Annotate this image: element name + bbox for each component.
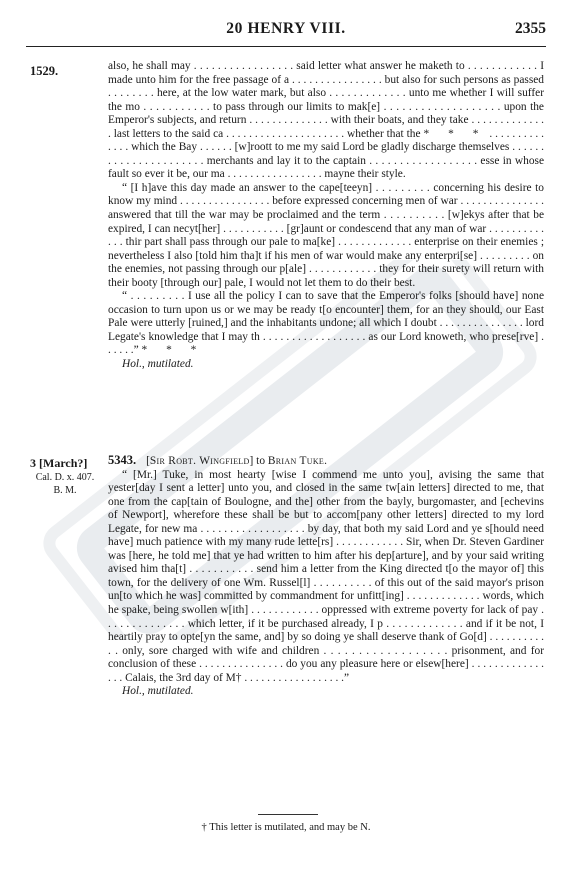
repository-reference: B. M. bbox=[53, 485, 77, 496]
paragraph-text: “ . . . . . . . . . I use all the policy I can to save that the Emperor's folks [should have] none occasion to turn upon us or we may be ready t[o encounter] them, for an they should, our East Pale were utterly [ruined,] and the inhabitants undone; all which I doubt . . . . . . . . . . . . . . . lord Legate's knowledge that I may th . . . . . . . . . . . . . . . . . . as our Lord knoweth, who prese[rve] . . . . . .” bbox=[108, 290, 544, 357]
letter-body: “ [Mr.] Tuke, in most hearty [wise I commend me unto you], avising the same that yester[day I sent a letter] unto you, and closed in the same tw[ain letters] directed to me, that one from the cap[tain of Boulogne, and the] other from the bayly, burgomaster, and [echevins of Newport], wherefore these shall be but to accom[pany other letters] directed to my lord Legate, for new ma . . . . . . . . . . . . . . . . . . by day, that both my said Lord and ye s[hould need have] much patience with my many rude lette[rs] . . . . . . . . . . . . Sir, when Dr. Steven Gardiner was [here, he told me] that ye had written to him after his dep[arture], and by your said writing avised him tha[t] . . . . . . . . . . . send him a letter from the King directed t[o the mayor of] this town, for the delivery of one Wm. Russel[l] . . . . . . . . . . of this out of the said mayor's prison un[to which he was] committed by commandment for unfitt[ing] . . . . . . . . . . . . . words, which he spake, being swollen w[ith] . . . . . . . . . . . . oppressed with extreme poverty for lack of pay . . . . . . . . . . . . . . which letter, if it be purchased already, I p . . . . . . . . . . . . . and if it be not, I heartily pray to opte[yn the same, and] by so doing ye shall deserve thank of Go[d] . . . . . . . . . . . . only, sore charged with wife and children . . . . . . . . . . . . . . . . . . prisonment, and for conclusion of these . . . . . . . . . . . . . . . do you any pleasure here or elsew[here] . . . . . . . . . . . . . . . . Calais, the 3rd day of M† . . . . . . . . . . . . . . . . . .” bbox=[108, 468, 544, 684]
letter-recipient: Brian Tuke. bbox=[267, 455, 328, 467]
paragraph: “ [I h]ave this day made an answer to the cape[teeyn] . . . . . . . . . concerning his desire to know my mind . . . . . . . . . . . . . . . . before expressed concerning men of war . . . . . . . . . . . . . . . answered that till the war may be proclaimed and the term . . . . . . . . . . [w]ekys after that be expired, I can necyt[her] . . . . . . . . . . . [gr]aunt or condescend that any man of war . . . . . . . . . . . . . thir part shall pass through our pale to ma[ke] . . . . . . . . . . . . . enterprise on their enemies ; nevertheless I also [told him tha]t if his men of war would make any enterpri[se] . . . . . . . . . on the enemies, not passing through our p[ale] . . . . . . . . . . . . they for their surety will return with their booty [through our] pale, I would not let them to do their best. bbox=[108, 181, 544, 289]
letter-number: 5343. bbox=[108, 453, 137, 467]
heading-connector: ] to bbox=[249, 455, 268, 467]
first-letter-text bbox=[108, 60, 544, 372]
page-header bbox=[26, 20, 546, 42]
paragraph bbox=[108, 290, 544, 358]
page-number: 2355 bbox=[515, 20, 546, 37]
bracket: [ bbox=[146, 455, 150, 467]
manuscript-reference: Cal. D. x. 407. bbox=[35, 472, 95, 483]
margin-reference bbox=[32, 471, 98, 497]
omission-asterisks: * * * bbox=[423, 127, 487, 140]
footnote-rule bbox=[258, 814, 318, 815]
omission-asterisks: * * * bbox=[141, 344, 205, 357]
margin-year: 1529. bbox=[30, 64, 59, 78]
source-note: Hol., mutilated. bbox=[122, 685, 194, 698]
header-rule bbox=[26, 46, 546, 47]
second-letter bbox=[108, 454, 544, 699]
letter-sender: Sir Robt. Wingfield bbox=[149, 455, 250, 467]
letter-heading bbox=[108, 454, 544, 469]
footnote: † This letter is mutilated, and may be N. bbox=[201, 822, 371, 833]
source-note: Hol., mutilated. bbox=[122, 358, 194, 371]
margin-date: 3 [March?] bbox=[30, 456, 88, 470]
running-title: 20 HENRY VIII. bbox=[226, 20, 346, 37]
paragraph-text: . . . . . . . . . . . . . . which the Bay . . . . . . [w]roott to me my said Lord be gladly discharge themselves . . . . . . . . . . . . . . . . . . . . . . merchants and lay it to the captain . . . . . . . . . . . . . . . . . . esse in whose fault so ever it be, our ma . . . . . . . . . . . . . . . . . mayne their style. bbox=[108, 127, 545, 181]
paragraph bbox=[108, 60, 544, 182]
paragraph-text: also, he shall may . . . . . . . . . . . . . . . . . said letter what answer he maketh to . . . . . . . . . . . . I made unto him for the free passage of a . . . . . . . . . . . . . . . . but also for such persons as passed . . . . . . . . here, at the low water mark, but also . . . . . . . . . . . . . unto me whether I will suffer the mo . . . . . . . . . . . to pass through our limits to mak[e] . . . . . . . . . . . . . . . . . . . upon the Emperor's subjects, and return . . . . . . . . . . . . . . with their boats, and they take . . . . . . . . . . . . . . last letters to the said ca . . . . . . . . . . . . . . . . . . . . . whether that the bbox=[108, 60, 544, 140]
